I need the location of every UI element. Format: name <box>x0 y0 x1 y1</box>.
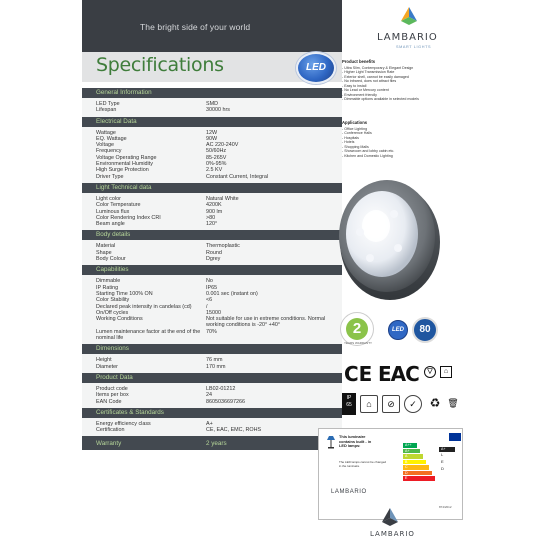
section-header: Certificates & Standards <box>82 408 342 418</box>
spec-value: 0%-95% <box>206 161 227 168</box>
list-item: - Dimmable options available in selected models <box>342 97 419 101</box>
product-lamp-image <box>332 170 442 302</box>
spec-value: 8605036697266 <box>206 398 245 405</box>
led-letters <box>441 451 444 472</box>
spec-value: Natural White <box>206 195 239 202</box>
spec-value: 70% <box>206 328 217 335</box>
spec-value: 76 mm <box>206 357 223 364</box>
indoor-use-icon: ⌂ <box>440 366 452 378</box>
brand-name: LAMBARIO <box>377 32 438 43</box>
eac-mark: EAC <box>378 362 419 386</box>
certification-marks <box>342 360 452 388</box>
spec-value: Not suitable for use in extreme conditions. Normal working conditions is -20° +40° <box>206 316 326 329</box>
spec-value: 90W <box>206 135 218 142</box>
spec-label: On/Off cycles <box>96 309 129 316</box>
usage-icons <box>342 393 459 419</box>
spec-value: / <box>206 303 208 310</box>
applications <box>342 121 442 158</box>
spec-label: Lumen maintenance factor at the end of the nominal life <box>96 328 201 342</box>
no-dimming-icon: ⊘ <box>382 395 400 413</box>
tagline: The bright side of your world <box>140 22 251 32</box>
spec-value: 50/60Hz <box>206 148 227 155</box>
list-item: - Environment friendly <box>342 92 377 97</box>
spec-label: Working Conditions <box>96 316 143 323</box>
spec-value: AC 220-240V <box>206 142 239 149</box>
spec-label: Lifespan <box>96 107 117 114</box>
energy-class-bar: A+ <box>403 449 420 454</box>
energy-line2: contains built - in <box>339 438 372 444</box>
spec-row <box>96 221 342 227</box>
section-header: Product Data <box>82 373 342 383</box>
specifications-table <box>82 88 342 450</box>
spec-label: Luminous flux <box>96 208 130 215</box>
applications-list <box>342 127 442 159</box>
spec-label: Shape <box>96 249 112 256</box>
spec-value: SMD <box>206 101 218 107</box>
spec-value: 12W <box>206 129 218 136</box>
spec-label: Wattage <box>96 129 116 136</box>
led-letter: L <box>441 452 444 457</box>
led-badge-label: LED <box>306 62 326 73</box>
section-header: Dimensions <box>82 344 342 354</box>
list-item: - Showroom and lobby cabin etc. <box>342 149 395 153</box>
list-item: - Easy to install <box>342 83 367 88</box>
spec-label: Environmental Humidity <box>96 161 153 168</box>
energy-class-bar: C <box>403 465 429 470</box>
luminaire-icon <box>325 435 337 449</box>
ip-value: 65 <box>346 402 352 408</box>
spec-label: Diameter <box>96 363 118 370</box>
section-header: Electrical Data <box>82 117 342 127</box>
spec-label: IP Rating <box>96 284 119 291</box>
section-body <box>82 354 342 373</box>
energy-info <box>339 435 401 449</box>
spec-label: Material <box>96 243 116 250</box>
benefits-list <box>342 66 462 102</box>
eu-flag-icon <box>449 433 461 441</box>
list-item: - Shopping Malls <box>342 144 369 149</box>
spec-label: Color Stability <box>96 297 130 304</box>
recycle-icon: ♻ <box>426 395 444 413</box>
energy-class-bar: A <box>403 454 423 459</box>
spec-row <box>96 107 342 113</box>
spec-label: Beam angle <box>96 221 125 228</box>
house-icon: ⌂ <box>360 395 378 413</box>
spec-label: EAN Code <box>96 398 122 405</box>
energy-class-bar: B <box>403 460 426 465</box>
spec-label: Voltage Operating Range <box>96 154 157 161</box>
spec-value: LB02-01212 <box>206 385 236 392</box>
list-item: - Hospitals <box>342 135 359 140</box>
section-body <box>82 275 342 344</box>
lambario-logo-icon <box>396 3 422 29</box>
section-body <box>82 418 342 437</box>
spec-value: Round <box>206 249 222 256</box>
section-header: Capabilities <box>82 265 342 275</box>
warranty-row <box>82 436 342 450</box>
spec-label: Voltage <box>96 142 114 149</box>
spec-value: A+ <box>206 420 213 427</box>
rohs-check-icon: ✓ <box>404 395 422 413</box>
spec-label: Color Rendering Index CRI <box>96 214 161 221</box>
section-header: General Information <box>82 88 342 98</box>
spec-value: 15000 <box>206 309 221 316</box>
spec-label: Certification <box>96 427 125 434</box>
footer-brand-name: LAMBARIO <box>370 530 415 538</box>
footer-logo-icon <box>377 506 403 528</box>
warranty-badge-text: YEARS WARRANTY <box>343 341 373 345</box>
energy-class-bar: D <box>403 471 432 476</box>
section-header: Body details <box>82 230 342 240</box>
list-item: - Office Lighting <box>342 126 368 131</box>
list-item: - Hotels <box>342 140 355 144</box>
list-item: - Conference Halls <box>342 131 372 135</box>
ip-rating-icon <box>342 393 356 415</box>
spec-label: Declared peak intensity in candelas (cd) <box>96 303 192 310</box>
spec-value: Constant Current, Integral <box>206 173 269 180</box>
energy-line3: LED lamps: <box>339 443 361 449</box>
spec-value: >80 <box>206 214 216 221</box>
spec-value: Dgrey <box>206 256 221 263</box>
spec-value: <6 <box>206 297 213 304</box>
ip-label: IP <box>346 395 352 401</box>
cri-badge-icon: 80 <box>412 317 438 343</box>
product-benefits <box>342 60 462 102</box>
spec-row <box>96 256 342 262</box>
warranty-badge-icon <box>340 312 374 346</box>
energy-class-bars <box>403 443 435 482</box>
spec-label: High Surge Protection <box>96 167 149 174</box>
list-item: - Kitchen and Domestic Lighting <box>342 153 393 158</box>
spec-value: 85-265V <box>206 154 227 161</box>
spec-label: Product code <box>96 385 128 392</box>
spec-label: Body Colour <box>96 256 126 263</box>
energy-class-arrow: A+ <box>439 447 455 452</box>
spec-value: IP65 <box>206 284 218 291</box>
spec-label: Light color <box>96 195 121 202</box>
spec-label: Energy efficiency class <box>96 420 151 427</box>
energy-class-bar: A++ <box>403 443 417 448</box>
section-body <box>82 240 342 265</box>
spec-value: 0.001 sec (instant on) <box>206 290 258 297</box>
feature-badges <box>340 312 440 352</box>
section-body <box>82 98 342 117</box>
spec-label: Starting Time 100% ON <box>96 290 153 297</box>
warranty-value: 2 years <box>206 439 227 447</box>
spec-label: Color Temperature <box>96 202 141 209</box>
spec-value: 120° <box>206 221 218 228</box>
led-letter: D <box>441 466 444 471</box>
applications-title: Applications <box>342 120 368 125</box>
spec-value: 170 mm <box>206 363 226 370</box>
spec-value: 900 lm <box>206 208 223 215</box>
led-letter: E <box>441 459 444 464</box>
benefits-title: Product benefits <box>342 59 376 64</box>
section-body <box>82 127 342 183</box>
energy-note: The LED lamps cannot be changed in the luminaire <box>339 460 387 468</box>
spec-row <box>96 316 342 329</box>
list-item: - Exterior shell, cannot be easily damaged <box>342 74 409 79</box>
warranty-years: 2 <box>346 318 368 340</box>
list-item: - No Lead or Mercury content <box>342 88 389 92</box>
spec-value: 30000 hrs <box>206 107 230 114</box>
warranty-label: Warranty <box>96 439 122 447</box>
section-body <box>82 193 342 230</box>
ce-mark: CE <box>344 362 373 386</box>
spec-value: 2.5 KV <box>206 167 223 174</box>
energy-line1: This luminaire <box>339 434 366 439</box>
spec-value: 4200K <box>206 202 222 209</box>
spec-value: Thermoplastic <box>206 243 240 250</box>
spec-row <box>96 174 342 180</box>
spec-label: Driver Type <box>96 173 124 180</box>
energy-label-code: 874/2012 <box>439 505 452 509</box>
spec-value: CE, EAC, EMC, ROHS <box>206 427 262 434</box>
energy-label-logo: LAMBARIO <box>331 489 367 495</box>
spec-row <box>96 364 342 370</box>
spec-label: Height <box>96 357 112 364</box>
spec-label: Dimmable <box>96 278 121 285</box>
brand-subtitle: SMART LIGHTS <box>396 45 432 49</box>
energy-class-bar: E <box>403 476 435 481</box>
weee-bin-icon: 🗑 <box>444 395 462 413</box>
list-item: - Ultra Slim, Contemporary & Elegant Design <box>342 65 414 70</box>
led-icon: LED <box>388 320 408 340</box>
spec-label: EQ. Wattage <box>96 135 127 142</box>
spec-label: Frequency <box>96 148 122 155</box>
flammability-icon: ▽ <box>424 366 436 378</box>
led-badge-icon <box>296 52 336 84</box>
spec-value: No <box>206 278 213 285</box>
list-item: - Higher Light Transmission Rate <box>342 70 395 74</box>
spec-row <box>96 399 342 405</box>
spec-row <box>96 329 342 342</box>
list-item: - No infrared, does not attract flies <box>342 79 397 83</box>
page-title: Specifications <box>96 54 224 76</box>
section-header: Light Technical data <box>82 183 342 193</box>
spec-label: LED Type <box>96 101 120 107</box>
section-body <box>82 383 342 408</box>
spec-row <box>96 427 342 433</box>
spec-value: 24 <box>206 392 212 399</box>
spec-label: Items per box <box>96 392 129 399</box>
